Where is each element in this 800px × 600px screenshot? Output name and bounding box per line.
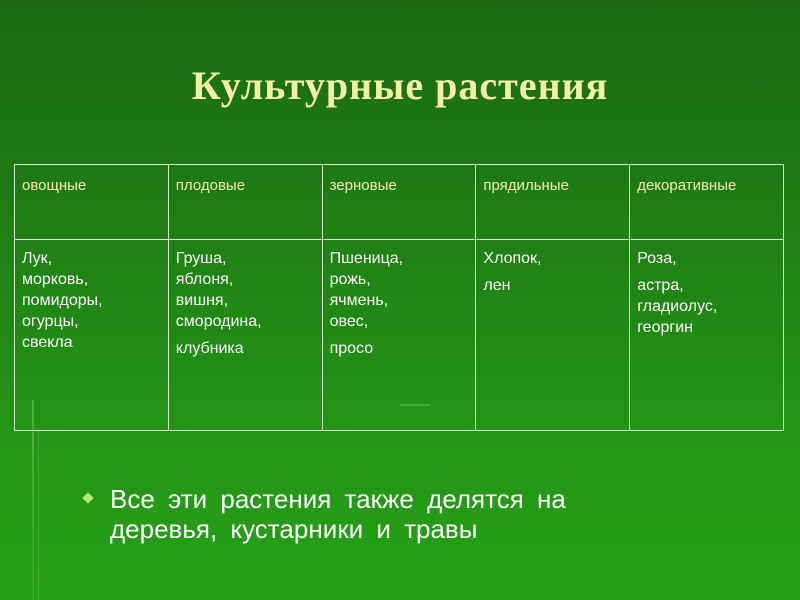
cell-line: ячмень,	[329, 292, 389, 309]
cell-line: клубника	[175, 340, 244, 357]
bullet-line: Все эти растения также делятся на	[110, 484, 566, 514]
bullet-line: деревья, кустарники и травы	[110, 514, 478, 544]
cell-line: просо	[329, 340, 374, 357]
header-cell-fiber: прядильные	[476, 165, 630, 240]
cell-line: яблоня,	[175, 271, 234, 288]
cell-line: георгин	[637, 319, 693, 336]
cell-line: гладиолус,	[637, 298, 718, 315]
cell-line: Пшеница,	[329, 250, 404, 267]
cell-line: овес,	[329, 313, 369, 330]
cell-line: свекла	[22, 334, 73, 351]
slide-title: Культурные растения	[191, 63, 609, 108]
cell-fruit	[168, 240, 322, 431]
cell-line: Лук,	[22, 250, 53, 267]
cell-line: лен	[483, 277, 511, 294]
header-cell-fruit: плодовые	[168, 165, 322, 240]
cell-line: помидоры,	[22, 292, 103, 309]
header-cell-vegetables: овощные	[15, 165, 169, 240]
cell-line: Груша,	[175, 250, 227, 267]
cell-fiber	[476, 240, 630, 431]
cell-line: вишня,	[175, 292, 229, 309]
table-row	[15, 240, 784, 431]
bullet-point	[84, 484, 724, 544]
cell-decorative	[630, 240, 784, 431]
cell-grain	[322, 240, 476, 431]
cell-line: Роза,	[637, 250, 677, 267]
cell-line: огурцы,	[22, 313, 79, 330]
cell-line: астра,	[637, 277, 684, 294]
cell-line: рожь,	[329, 271, 371, 288]
header-cell-decorative: декоративные	[630, 165, 784, 240]
bullet-text	[110, 484, 724, 544]
cell-line: Хлопок,	[483, 250, 542, 267]
header-cell-grain: зерновые	[322, 165, 476, 240]
plants-table	[14, 164, 784, 431]
decorative-line	[38, 430, 39, 600]
table-header-row	[15, 165, 784, 240]
cell-line: морковь,	[22, 271, 89, 288]
bullet-diamond-icon	[82, 492, 93, 503]
cell-line: смородина,	[175, 313, 262, 330]
cell-vegetables	[15, 240, 169, 431]
